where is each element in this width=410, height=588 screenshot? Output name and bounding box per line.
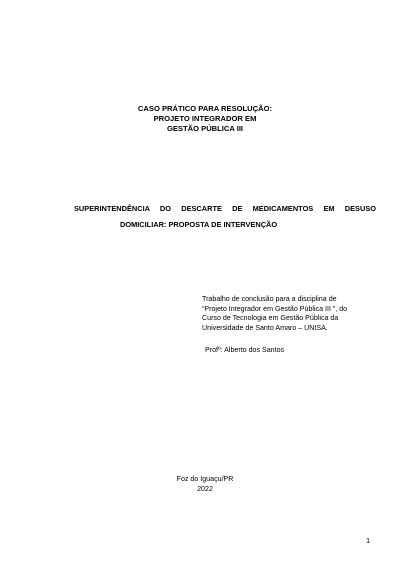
title-line-1: CASO PRÁTICO PARA RESOLUÇÃO: [137, 104, 273, 113]
location: Foz do Iguaçu/PR [176, 475, 234, 483]
subtitle-line-2: DOMICILIAR: PROPOSTA DE INTERVENÇÃO [120, 220, 278, 229]
work-description [202, 295, 380, 333]
description-line-3: Curso de Tecnologia em Gestão Pública da [202, 314, 339, 323]
location-date [0, 474, 410, 494]
description-line-1: Trabalho de conclusão para a disciplina de [202, 295, 337, 303]
description-line-4: Universidade de Santo Amaro – UNISA. [202, 323, 328, 332]
document-title [0, 104, 410, 134]
title-line-3: GESTÃO PÚBLICA III [166, 124, 244, 133]
description-line-2: “Projeto Integrador em Gestão Pública III ”, do [202, 304, 348, 313]
professor-name: Profº: Alberto dos Santos [205, 346, 285, 354]
title-line-2: PROJETO INTEGRADOR EM [153, 114, 257, 123]
page-number: 1 [366, 536, 371, 545]
subtitle-line-1: SUPERINTENDÊNCIA DO DESCARTE DE MEDICAMENTOS EM DESUSO [74, 204, 376, 213]
year: 2022 [197, 485, 213, 493]
